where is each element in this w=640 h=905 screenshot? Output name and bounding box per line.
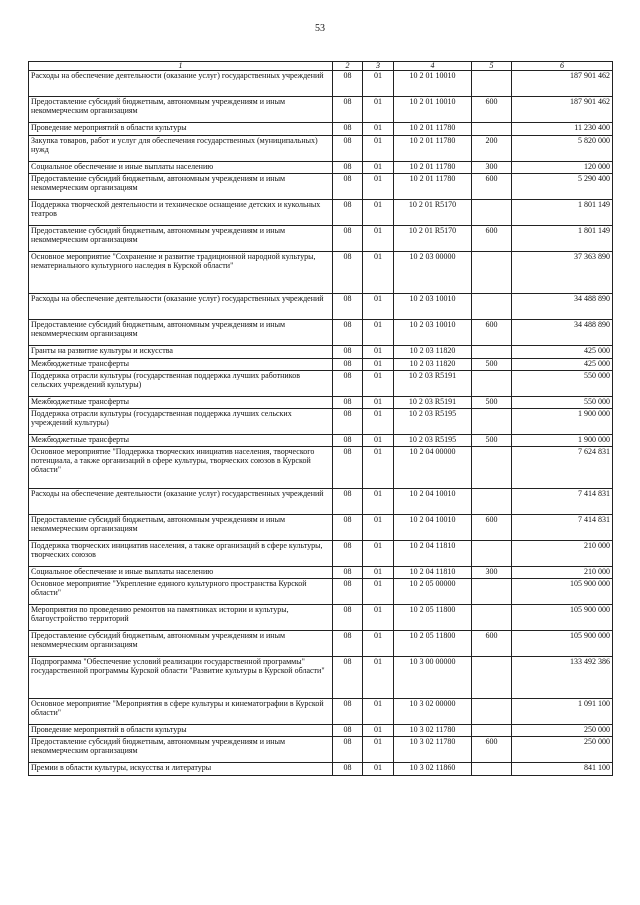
- table-row: [29, 725, 613, 737]
- column-header-expense-type: 5: [472, 62, 512, 71]
- row-subsection: 01: [363, 657, 394, 699]
- row-amount: 1 900 000: [512, 409, 613, 435]
- row-name: Проведение мероприятий в области культуры: [29, 725, 333, 737]
- row-target-article: 10 2 03 R5195: [394, 435, 472, 447]
- row-section: 08: [333, 123, 363, 136]
- row-expense-type: [472, 725, 512, 737]
- row-subsection: 01: [363, 123, 394, 136]
- row-expense-type: [472, 579, 512, 605]
- row-subsection: 01: [363, 699, 394, 725]
- row-expense-type: 300: [472, 162, 512, 174]
- row-subsection: 01: [363, 359, 394, 371]
- row-amount: 34 488 890: [512, 294, 613, 320]
- row-expense-type: [472, 371, 512, 397]
- row-name: Поддержка творческой деятельности и техническое оснащение детских и кукольных театров: [29, 200, 333, 226]
- row-expense-type: [472, 346, 512, 359]
- row-subsection: 01: [363, 725, 394, 737]
- row-name: Основное мероприятие "Мероприятия в сфере культуры и кинематографии в Курской области": [29, 699, 333, 725]
- row-target-article: 10 2 04 10010: [394, 489, 472, 515]
- row-subsection: 01: [363, 489, 394, 515]
- row-section: 08: [333, 579, 363, 605]
- column-header-amount: 6: [512, 62, 613, 71]
- row-subsection: 01: [363, 162, 394, 174]
- row-subsection: 01: [363, 737, 394, 763]
- row-subsection: 01: [363, 226, 394, 252]
- row-target-article: 10 3 02 11860: [394, 763, 472, 776]
- row-expense-type: 600: [472, 320, 512, 346]
- row-section: 08: [333, 136, 363, 162]
- row-expense-type: 600: [472, 737, 512, 763]
- row-amount: 550 000: [512, 371, 613, 397]
- row-amount: 425 000: [512, 359, 613, 371]
- table-row: [29, 541, 613, 567]
- row-section: 08: [333, 174, 363, 200]
- table-row: [29, 252, 613, 294]
- row-name: Расходы на обеспечение деятельности (оказание услуг) государственных учреждений: [29, 294, 333, 320]
- row-subsection: 01: [363, 409, 394, 435]
- table-row: [29, 579, 613, 605]
- row-section: 08: [333, 359, 363, 371]
- row-amount: 210 000: [512, 567, 613, 579]
- row-expense-type: 600: [472, 226, 512, 252]
- row-target-article: 10 2 01 R5170: [394, 226, 472, 252]
- row-target-article: 10 2 05 00000: [394, 579, 472, 605]
- row-expense-type: [472, 447, 512, 489]
- row-target-article: 10 2 05 11800: [394, 631, 472, 657]
- row-section: 08: [333, 397, 363, 409]
- table-row: [29, 174, 613, 200]
- row-expense-type: [472, 657, 512, 699]
- table-row: [29, 294, 613, 320]
- table-row: [29, 97, 613, 123]
- row-section: 08: [333, 252, 363, 294]
- row-amount: 5 820 000: [512, 136, 613, 162]
- row-subsection: 01: [363, 579, 394, 605]
- row-name: Проведение мероприятий в области культуры: [29, 123, 333, 136]
- row-amount: 11 230 400: [512, 123, 613, 136]
- table-row: [29, 71, 613, 97]
- row-section: 08: [333, 320, 363, 346]
- row-name: Расходы на обеспечение деятельности (оказание услуг) государственных учреждений: [29, 71, 333, 97]
- table-row: [29, 320, 613, 346]
- row-expense-type: [472, 123, 512, 136]
- row-section: 08: [333, 725, 363, 737]
- budget-table: [28, 61, 613, 776]
- row-subsection: 01: [363, 71, 394, 97]
- row-target-article: 10 2 04 10010: [394, 515, 472, 541]
- row-name: Поддержка отрасли культуры (государственная поддержка лучших сельских учреждений культуры): [29, 409, 333, 435]
- column-header-subsection: 3: [363, 62, 394, 71]
- row-amount: 7 624 831: [512, 447, 613, 489]
- table-row: [29, 567, 613, 579]
- row-subsection: 01: [363, 631, 394, 657]
- row-amount: 7 414 831: [512, 515, 613, 541]
- row-target-article: 10 3 00 00000: [394, 657, 472, 699]
- row-amount: 1 801 149: [512, 226, 613, 252]
- row-section: 08: [333, 699, 363, 725]
- row-target-article: 10 2 03 00000: [394, 252, 472, 294]
- row-target-article: 10 2 03 R5191: [394, 397, 472, 409]
- row-section: 08: [333, 371, 363, 397]
- row-target-article: 10 2 04 11810: [394, 541, 472, 567]
- table-header-row: [29, 62, 613, 71]
- row-section: 08: [333, 631, 363, 657]
- row-section: 08: [333, 162, 363, 174]
- row-section: 08: [333, 763, 363, 776]
- row-name: Основное мероприятие "Укрепление единого культурного пространства Курской области": [29, 579, 333, 605]
- row-target-article: 10 2 03 R5195: [394, 409, 472, 435]
- row-amount: 37 363 890: [512, 252, 613, 294]
- row-amount: 425 000: [512, 346, 613, 359]
- row-amount: 5 290 400: [512, 174, 613, 200]
- row-subsection: 01: [363, 252, 394, 294]
- row-subsection: 01: [363, 541, 394, 567]
- row-subsection: 01: [363, 97, 394, 123]
- row-subsection: 01: [363, 763, 394, 776]
- row-expense-type: 600: [472, 97, 512, 123]
- row-amount: 1 091 100: [512, 699, 613, 725]
- row-target-article: 10 3 02 11780: [394, 725, 472, 737]
- row-section: 08: [333, 200, 363, 226]
- row-section: 08: [333, 97, 363, 123]
- row-target-article: 10 2 01 R5170: [394, 200, 472, 226]
- table-row: [29, 136, 613, 162]
- row-amount: 841 100: [512, 763, 613, 776]
- row-target-article: 10 2 03 11820: [394, 359, 472, 371]
- table-row: [29, 763, 613, 776]
- row-name: Мероприятия по проведению ремонтов на памятниках истории и культуры, благоустройство территорий: [29, 605, 333, 631]
- row-expense-type: 500: [472, 359, 512, 371]
- row-section: 08: [333, 541, 363, 567]
- row-name: Поддержка творческих инициатив населения, а также организаций в сфере культуры, творческих союзов: [29, 541, 333, 567]
- row-section: 08: [333, 409, 363, 435]
- row-section: 08: [333, 226, 363, 252]
- row-section: 08: [333, 737, 363, 763]
- table-row: [29, 447, 613, 489]
- row-amount: 105 900 000: [512, 605, 613, 631]
- column-header-target-article: 4: [394, 62, 472, 71]
- row-target-article: 10 2 01 11780: [394, 174, 472, 200]
- table-row: [29, 162, 613, 174]
- table-row: [29, 226, 613, 252]
- row-section: 08: [333, 657, 363, 699]
- row-name: Предоставление субсидий бюджетным, автономным учреждениям и иным некоммерческим организациям: [29, 631, 333, 657]
- table-row: [29, 346, 613, 359]
- row-target-article: 10 2 04 11810: [394, 567, 472, 579]
- row-target-article: 10 2 01 11780: [394, 136, 472, 162]
- table-row: [29, 515, 613, 541]
- row-amount: 187 901 462: [512, 71, 613, 97]
- table-row: [29, 397, 613, 409]
- row-amount: 1 900 000: [512, 435, 613, 447]
- row-subsection: 01: [363, 605, 394, 631]
- row-amount: 105 900 000: [512, 631, 613, 657]
- row-name: Межбюджетные трансферты: [29, 435, 333, 447]
- row-subsection: 01: [363, 200, 394, 226]
- row-expense-type: 600: [472, 631, 512, 657]
- row-subsection: 01: [363, 447, 394, 489]
- row-amount: 120 000: [512, 162, 613, 174]
- row-target-article: 10 3 02 11780: [394, 737, 472, 763]
- row-expense-type: [472, 699, 512, 725]
- row-section: 08: [333, 515, 363, 541]
- row-target-article: 10 2 03 R5191: [394, 371, 472, 397]
- table-row: [29, 631, 613, 657]
- page-number: 53: [315, 23, 325, 34]
- row-amount: 250 000: [512, 725, 613, 737]
- row-expense-type: 500: [472, 435, 512, 447]
- row-expense-type: [472, 409, 512, 435]
- table-row: [29, 123, 613, 136]
- row-section: 08: [333, 346, 363, 359]
- table-row: [29, 699, 613, 725]
- row-name: Социальное обеспечение и иные выплаты населению: [29, 162, 333, 174]
- table-row: [29, 489, 613, 515]
- row-expense-type: [472, 71, 512, 97]
- row-amount: 550 000: [512, 397, 613, 409]
- row-name: Расходы на обеспечение деятельности (оказание услуг) государственных учреждений: [29, 489, 333, 515]
- row-subsection: 01: [363, 294, 394, 320]
- row-subsection: 01: [363, 320, 394, 346]
- row-name: Подпрограмма "Обеспечение условий реализации государственной программы" государственной программы Курской области "Развитие культуры в Курской области": [29, 657, 333, 699]
- row-section: 08: [333, 567, 363, 579]
- row-amount: 210 000: [512, 541, 613, 567]
- row-subsection: 01: [363, 346, 394, 359]
- row-amount: 7 414 831: [512, 489, 613, 515]
- row-name: Предоставление субсидий бюджетным, автономным учреждениям и иным некоммерческим организациям: [29, 515, 333, 541]
- row-amount: 250 000: [512, 737, 613, 763]
- row-name: Межбюджетные трансферты: [29, 397, 333, 409]
- row-name: Социальное обеспечение и иные выплаты населению: [29, 567, 333, 579]
- row-name: Предоставление субсидий бюджетным, автономным учреждениям и иным некоммерческим организациям: [29, 97, 333, 123]
- row-section: 08: [333, 447, 363, 489]
- row-expense-type: 200: [472, 136, 512, 162]
- row-target-article: 10 3 02 00000: [394, 699, 472, 725]
- table-row: [29, 371, 613, 397]
- table-row: [29, 435, 613, 447]
- row-expense-type: 300: [472, 567, 512, 579]
- row-section: 08: [333, 435, 363, 447]
- row-target-article: 10 2 01 11780: [394, 162, 472, 174]
- row-name: Гранты на развитие культуры и искусства: [29, 346, 333, 359]
- row-subsection: 01: [363, 515, 394, 541]
- row-target-article: 10 2 04 00000: [394, 447, 472, 489]
- row-name: Основное мероприятие "Поддержка творческих инициатив населения, творческого потенциала, а также организаций в сфере культуры, творческих союзов в Курской области": [29, 447, 333, 489]
- row-subsection: 01: [363, 397, 394, 409]
- row-name: Основное мероприятие "Сохранение и развитие традиционной народной культуры, нематериального культурного наследия в Курской области": [29, 252, 333, 294]
- row-section: 08: [333, 489, 363, 515]
- row-target-article: 10 2 01 10010: [394, 71, 472, 97]
- row-name: Предоставление субсидий бюджетным, автономным учреждениям и иным некоммерческим организациям: [29, 320, 333, 346]
- row-expense-type: [472, 252, 512, 294]
- row-amount: 133 492 386: [512, 657, 613, 699]
- column-header-name: 1: [29, 62, 333, 71]
- table-row: [29, 737, 613, 763]
- row-target-article: 10 2 03 10010: [394, 294, 472, 320]
- row-section: 08: [333, 605, 363, 631]
- row-subsection: 01: [363, 136, 394, 162]
- table-row: [29, 200, 613, 226]
- row-subsection: 01: [363, 371, 394, 397]
- row-target-article: 10 2 03 11820: [394, 346, 472, 359]
- row-target-article: 10 2 03 10010: [394, 320, 472, 346]
- row-amount: 187 901 462: [512, 97, 613, 123]
- row-target-article: 10 2 01 10010: [394, 97, 472, 123]
- row-target-article: 10 2 01 11780: [394, 123, 472, 136]
- row-expense-type: [472, 200, 512, 226]
- row-subsection: 01: [363, 435, 394, 447]
- column-header-section: 2: [333, 62, 363, 71]
- row-name: Предоставление субсидий бюджетным, автономным учреждениям и иным некоммерческим организациям: [29, 737, 333, 763]
- row-name: Межбюджетные трансферты: [29, 359, 333, 371]
- row-name: Предоставление субсидий бюджетным, автономным учреждениям и иным некоммерческим организациям: [29, 174, 333, 200]
- table-row: [29, 409, 613, 435]
- row-subsection: 01: [363, 567, 394, 579]
- row-expense-type: 500: [472, 397, 512, 409]
- row-expense-type: [472, 489, 512, 515]
- row-target-article: 10 2 05 11800: [394, 605, 472, 631]
- table-row: [29, 359, 613, 371]
- row-section: 08: [333, 71, 363, 97]
- row-name: Предоставление субсидий бюджетным, автономным учреждениям и иным некоммерческим организациям: [29, 226, 333, 252]
- row-amount: 34 488 890: [512, 320, 613, 346]
- row-expense-type: [472, 541, 512, 567]
- row-section: 08: [333, 294, 363, 320]
- row-expense-type: 600: [472, 515, 512, 541]
- row-name: Премии в области культуры, искусства и литературы: [29, 763, 333, 776]
- row-name: Поддержка отрасли культуры (государственная поддержка лучших работников сельских учреждений культуры): [29, 371, 333, 397]
- row-expense-type: 600: [472, 174, 512, 200]
- row-amount: 105 900 000: [512, 579, 613, 605]
- row-expense-type: [472, 294, 512, 320]
- row-expense-type: [472, 605, 512, 631]
- table-row: [29, 657, 613, 699]
- row-subsection: 01: [363, 174, 394, 200]
- row-name: Закупка товаров, работ и услуг для обеспечения государственных (муниципальных) нужд: [29, 136, 333, 162]
- row-expense-type: [472, 763, 512, 776]
- row-amount: 1 801 149: [512, 200, 613, 226]
- table-row: [29, 605, 613, 631]
